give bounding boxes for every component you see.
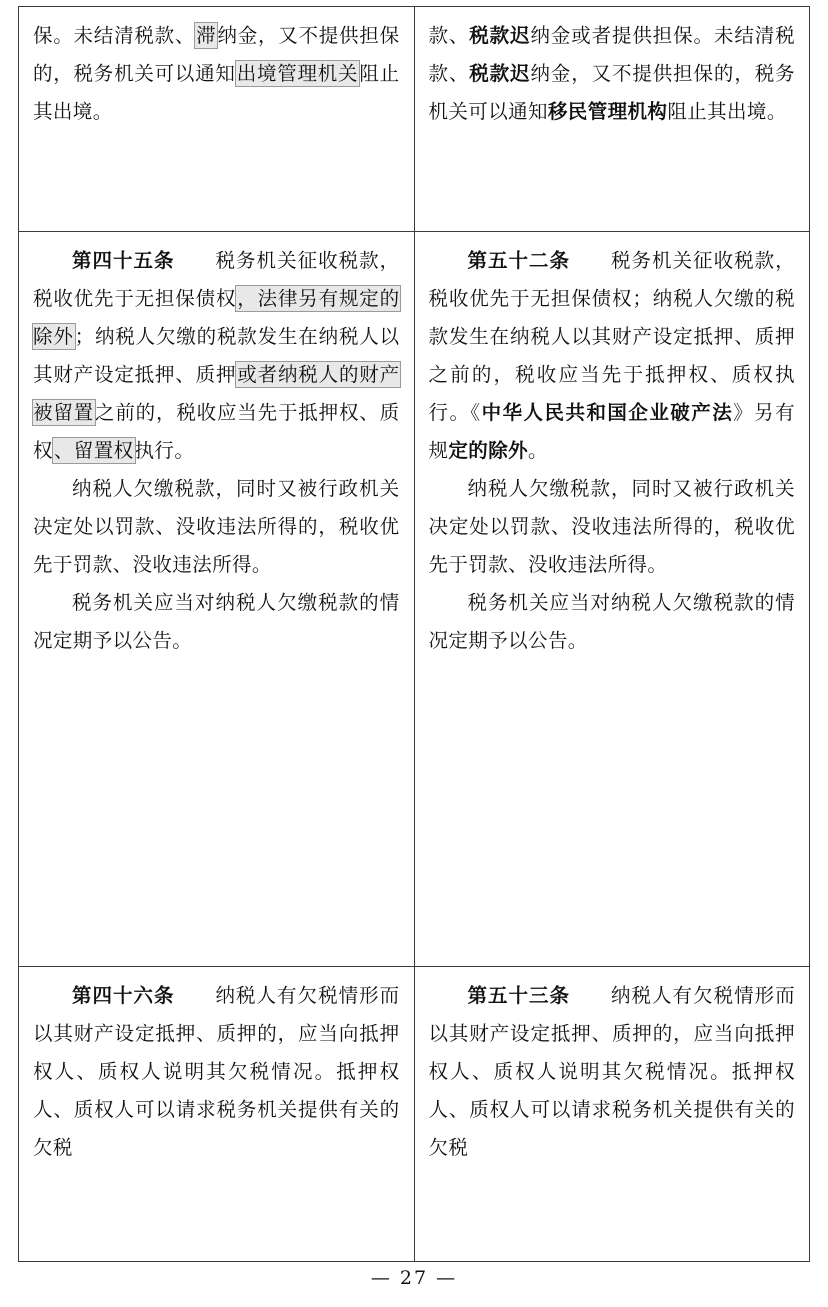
- paragraph: [429, 242, 796, 470]
- cell-content: [429, 977, 796, 1167]
- emphasised-text: 中华人民共和国企业破产法: [481, 401, 734, 425]
- paragraph: [429, 17, 796, 131]
- emphasised-text: 移民管理机构: [547, 100, 668, 124]
- cell-content: [429, 17, 796, 131]
- table-row: [19, 232, 810, 967]
- cell-content: [33, 17, 400, 131]
- text-run: 纳税人有欠税情形而以其财产设定抵押、质押的，应当向抵押权人、质权人说明其欠税情况。抵押权人、质权人可以请求税务机关提供有关的欠税: [428, 984, 795, 1160]
- emphasised-text: 第五十二条: [467, 249, 571, 272]
- page-number: — 27 —: [370, 1267, 458, 1289]
- text-run: 纳金，又不提供担保的，税务机关可以通知: [428, 62, 795, 124]
- text-run: 款、: [428, 24, 470, 47]
- cell-content: [33, 242, 400, 660]
- text-run: 保。未结清税款、: [33, 24, 196, 47]
- emphasised-text: 第四十六条: [72, 984, 175, 1007]
- emphasised-text: 第五十三条: [467, 984, 571, 1007]
- table-row: [19, 7, 810, 232]
- paragraph: [33, 17, 400, 131]
- text-run: 阻止其出境。: [667, 100, 787, 124]
- highlighted-text: 、留置权: [53, 439, 134, 463]
- text-run: 》另有规: [428, 401, 795, 463]
- text-run: 纳金或者提供担保。未结清税款、: [428, 24, 795, 86]
- text-run: ；纳税人欠缴的税款发生在纳税人以其财产设定抵押、质押: [33, 325, 400, 387]
- text-run: [175, 249, 196, 272]
- paragraph: [429, 584, 796, 660]
- emphasised-text: 税款迟: [469, 62, 531, 86]
- text-run: 纳税人欠缴税款，同时又被行政机关决定处以罚款、没收违法所得的，税收优先于罚款、没收违法所得。: [428, 477, 795, 577]
- table-cell-left: [19, 7, 415, 232]
- text-run: 执行。: [134, 439, 195, 463]
- paragraph: [429, 977, 796, 1167]
- text-run: 税务机关应当对纳税人欠缴税款的情况定期予以公告。: [428, 591, 795, 653]
- paragraph: [33, 242, 400, 470]
- text-run: 阻止其出境。: [33, 62, 400, 124]
- comparison-table: [18, 6, 810, 1262]
- paragraph: [33, 584, 400, 660]
- text-run: 税务机关征收税款，税收优先于无担保债权: [33, 249, 400, 311]
- comparison-table-wrapper: [18, 6, 810, 1262]
- text-run: 税务机关征收税款，税收优先于无担保债权；纳税人欠缴的税款发生在纳税人以其财产设定抵押、质押之前的，税收应当先于抵押权、质权执行。《: [428, 249, 795, 425]
- paragraph: [429, 470, 796, 584]
- cell-content: [429, 242, 796, 660]
- table-cell-right: [414, 967, 810, 1262]
- text-run: 。: [528, 439, 548, 463]
- highlighted-text: 滞: [196, 24, 217, 47]
- table-cell-left: [19, 967, 415, 1262]
- paragraph: [33, 977, 400, 1167]
- table-body: [19, 7, 810, 1262]
- table-cell-right: [414, 7, 810, 232]
- paragraph: [33, 470, 400, 584]
- highlighted-text: ，法律另有规定的除外: [33, 287, 400, 349]
- text-run: 纳金，又不提供担保的，税务机关可以通知: [33, 24, 400, 86]
- text-run: 税务机关应当对纳税人欠缴税款的情况定期予以公告。: [33, 591, 400, 653]
- emphasised-text: 定的除外: [448, 439, 529, 463]
- text-run: 之前的，税收应当先于抵押权、质权: [33, 401, 400, 463]
- emphasised-text: 税款迟: [469, 24, 531, 47]
- highlighted-text: 出境管理机关: [236, 62, 359, 86]
- emphasised-text: 第四十五条: [72, 249, 175, 272]
- table-row: [19, 967, 810, 1262]
- text-run: 纳税人有欠税情形而以其财产设定抵押、质押的，应当向抵押权人、质权人说明其欠税情况。抵押权人、质权人可以请求税务机关提供有关的欠税: [33, 984, 400, 1160]
- table-cell-left: [19, 232, 415, 967]
- text-run: 纳税人欠缴税款，同时又被行政机关决定处以罚款、没收违法所得的，税收优先于罚款、没收违法所得。: [33, 477, 400, 577]
- cell-content: [33, 977, 400, 1167]
- table-cell-right: [414, 232, 810, 967]
- highlighted-text: 或者纳税人的财产被留置: [33, 363, 400, 425]
